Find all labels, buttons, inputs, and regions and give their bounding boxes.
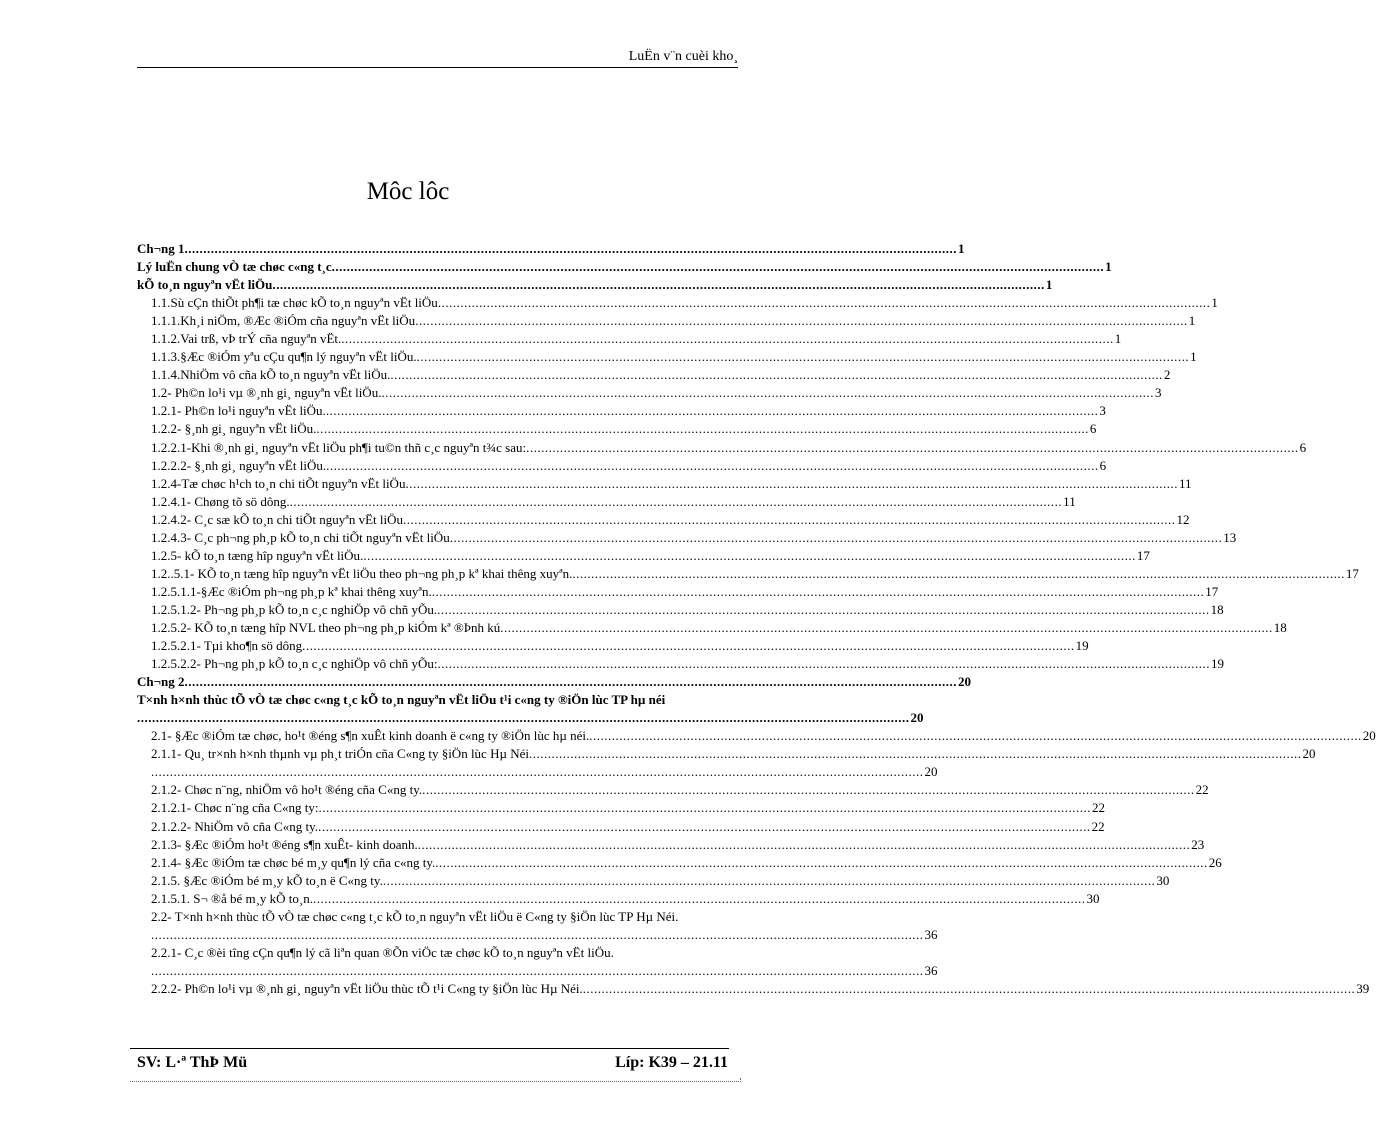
toc-entry-text: 2.1- §Æc ®iÓm tæ chøc, ho¹t ®éng s¶n xuÊt kinh doanh ë c«ng ty ®iÖn lùc hµ néi. (151, 728, 590, 744)
toc-entry-page: 17 (1345, 565, 1359, 581)
toc-leader-dots (438, 294, 1211, 312)
toc-entry-text: 2.1.2.1- Chøc n¨ng cña C«ng ty: (151, 800, 319, 816)
toc-leader-dots (151, 962, 924, 980)
toc-entry-page: 22 (1195, 782, 1209, 798)
toc-entry-page: 17 (1205, 583, 1219, 599)
toc-entry[interactable] (137, 402, 1106, 420)
toc-entry-page: 12 (1176, 511, 1190, 527)
toc-leader-dots (417, 348, 1190, 366)
toc-entry[interactable] (137, 836, 1205, 854)
toc-leader-dots (450, 529, 1223, 547)
toc-entry-page: 26 (1208, 854, 1222, 870)
toc-entry-page: 20 (924, 764, 938, 780)
toc-leader-dots (583, 980, 1356, 998)
toc-entry-text: 2.2.1- C¸c ®èi tîng cÇn qu¶n lý cã liªn quan ®Õn viÖc tæ chøc kÕ to¸n nguyªn vËt liÖu. (151, 944, 614, 960)
toc-leader-dots (437, 655, 1210, 673)
toc-leader-dots (415, 312, 1188, 330)
toc-entry[interactable] (137, 691, 924, 727)
header-title: LuËn v¨n cuèi kho¸ (628, 49, 738, 64)
toc-entry-text: 1.2.5.2.2- Ph¬ng ph¸p kÕ to¸n c¸c nghiÖp vô chñ yÕu: (151, 656, 438, 672)
toc-entry[interactable] (137, 745, 1316, 763)
toc-entry-page: 1 (1045, 277, 1053, 293)
toc-leader-dots (185, 240, 958, 258)
toc-entry[interactable] (137, 673, 972, 691)
toc-leader-dots (572, 565, 1345, 583)
toc-entry-page: 1 (1114, 331, 1122, 347)
footer-class: Líp: K39 – 21.11 (615, 1054, 728, 1071)
footer-divider (130, 1048, 729, 1049)
toc-leader-dots (589, 727, 1362, 745)
toc-entry[interactable] (137, 547, 1150, 565)
toc-entry-text: 2.2- T×nh h×nh thùc tÕ vÒ tæ chøc c«ng t¸c kÕ to¸n nguyªn vËt liÖu ë C«ng ty §iÖn lùc TP Hµ Néi. (151, 908, 679, 924)
toc-entry[interactable] (137, 872, 1170, 890)
page-border (130, 1078, 741, 1082)
toc-entry[interactable] (137, 529, 1237, 547)
toc-entry-page: 20 (910, 710, 924, 726)
toc-entry[interactable] (137, 348, 1197, 366)
toc-leader-dots (422, 781, 1195, 799)
toc-entry[interactable] (137, 637, 1089, 655)
toc-entry-page: 2 (1163, 367, 1171, 383)
toc-leader-dots (390, 366, 1163, 384)
toc-leader-dots (341, 330, 1114, 348)
toc-entry-text: 1.2.5.1.2- Ph¬ng ph¸p kÕ to¸n c¸c nghiÖp vô chñ yÕu. (151, 601, 438, 617)
toc-entry-text: Lý luËn chung vÒ tæ chøc c«ng t¸c (137, 259, 332, 275)
toc-entry-page: 1 (1188, 313, 1196, 329)
toc-entry-text: Ch¬ng 1 (137, 241, 185, 256)
toc-entry[interactable] (137, 312, 1196, 330)
toc-entry-page: 1 (1211, 295, 1218, 311)
toc-entry[interactable] (137, 601, 1224, 619)
toc-leader-dots (437, 601, 1210, 619)
toc-entry[interactable] (137, 890, 1100, 908)
toc-entry-page: 18 (1210, 601, 1224, 617)
toc-entry-page: 20 (1362, 728, 1376, 744)
toc-entry-page: 1 (1190, 349, 1197, 365)
toc-entry-page: 19 (1075, 638, 1089, 654)
toc-entry[interactable] (137, 727, 1376, 745)
toc-entry[interactable] (137, 366, 1171, 384)
toc-entry[interactable] (137, 457, 1107, 475)
toc-entry[interactable] (137, 818, 1105, 836)
toc-leader-dots (151, 763, 924, 781)
toc-leader-dots (318, 818, 1091, 836)
toc-entry-page: 20 (958, 674, 972, 690)
toc-entry-text: 1.2.1- Ph©n lo¹i nguyªn vËt liÖu. (151, 403, 326, 419)
toc-entry-page: 22 (1092, 800, 1106, 816)
toc-entry-text: 1.2..5.1- KÕ to¸n tæng hîp nguyªn vËt liÖu theo ph¬ng ph¸p kª khai thêng xuyªn. (151, 565, 573, 581)
toc-entry[interactable] (137, 493, 1076, 511)
toc-leader-dots (316, 420, 1089, 438)
toc-entry[interactable] (137, 944, 938, 980)
toc-leader-dots (381, 384, 1154, 402)
toc-entry-text: 2.2.2- Ph©n lo¹i vµ ®¸nh gi¸ nguyªn vËt liÖu thùc tÕ t¹i C«ng ty §iÖn lùc Hµ Néi. (151, 980, 583, 996)
toc-entry-text: 1.2.2.1-Khi ®¸nh gi¸ nguyªn vËt liÖu ph¶i tu©n thñ c¸c nguyªn t¾c sau: (151, 439, 527, 455)
toc-entry-page: 17 (1136, 547, 1150, 563)
footer-student: SV: L·ª ThÞ Mü (137, 1054, 248, 1071)
toc-entry[interactable] (137, 781, 1209, 799)
toc-entry-text: 2.1.4- §Æc ®iÓm tæ chøc bé m¸y qu¶n lý cña c«ng ty. (151, 854, 436, 870)
toc-entry-text: T×nh h×nh thùc tÕ vÒ tæ chøc c«ng t¸c kÕ to¸n nguyªn vËt liÖu t¹i c«ng ty ®iÖn lùc TP hµ néi (137, 692, 666, 708)
toc-entry-text: 1.2.4-Tæ chøc h¹ch to¸n chi tiÕt nguyªn vËt liÖu (151, 475, 406, 491)
toc-entry-text: 1.2.4.3- C¸c ph¬ng ph¸p kÕ to¸n chi tiÕt nguyªn vËt liÖu (151, 529, 450, 545)
toc-entry-text: 2.1.1- Qu¸ tr×nh h×nh thµnh vµ ph¸t triÓn cña C«ng ty §iÖn lùc Hµ Néi (151, 746, 529, 762)
toc-leader-dots (383, 872, 1156, 890)
toc-entry-text: 1.2- Ph©n lo¹i vµ ®¸nh gi¸ nguyªn vËt liÖu. (151, 385, 382, 401)
toc-entry-page: 18 (1273, 619, 1287, 635)
toc-entry-text: 2.1.3- §Æc ®iÓm ho¹t ®éng s¶n xuÊt- kinh doanh. (151, 836, 418, 852)
toc-leader-dots (332, 258, 1105, 276)
toc-entry[interactable] (137, 854, 1222, 872)
toc-entry-text: 1.1.2.Vai trß, vÞ trÝ cña nguyªn vËt. (151, 331, 342, 347)
toc-leader-dots (526, 439, 1299, 457)
toc-entry[interactable] (137, 420, 1097, 438)
toc-entry-text: 1.2.4.1- Chøng tõ sö dông. (151, 493, 290, 509)
toc-leader-dots (418, 836, 1191, 854)
toc-entry[interactable] (137, 619, 1287, 637)
toc-entry-page: 23 (1191, 836, 1205, 852)
toc-entry-page: 22 (1091, 818, 1105, 834)
toc-entry[interactable] (137, 330, 1122, 348)
toc-entry-page: 19 (1210, 656, 1224, 672)
toc-leader-dots (326, 457, 1099, 475)
toc-entry-text: 1.2.2.2- §¸nh gi¸ nguyªn vËt liÖu. (151, 457, 327, 473)
toc-entry-text: 2.1.2- Chøc n¨ng, nhiÖm vô ho¹t ®éng cña C«ng ty. (151, 782, 423, 798)
toc-entry-text: 1.1.1.Kh¸i niÖm, ®Æc ®iÓm cña nguyªn vËt liÖu (151, 313, 416, 329)
toc-leader-dots (185, 673, 958, 691)
toc-entry-page: 1 (1105, 259, 1112, 275)
toc-entry[interactable] (137, 276, 1053, 294)
toc-entry-page: 3 (1154, 385, 1162, 401)
toc-entry[interactable] (137, 439, 1307, 457)
toc-entry-text: 1.2.5.2.1- Tµi kho¶n sö dông (151, 638, 303, 654)
page-title: Môc lôc (366, 178, 450, 205)
toc-entry[interactable] (137, 511, 1190, 529)
toc-entry-page: 6 (1089, 421, 1097, 437)
toc-entry[interactable] (137, 763, 938, 781)
toc-entry-text: 1.1.4.NhiÖm vô cña kÕ to¸n nguyªn vËt liÖu. (151, 367, 391, 383)
toc-entry-text: 2.1.2.2- NhiÖm vô cña C«ng ty. (151, 818, 319, 834)
toc-entry-text: 1.2.5.2- KÕ to¸n tæng hîp NVL theo ph¬ng ph¸p kiÓm kª ®Þnh kú (151, 619, 501, 635)
toc-entry[interactable] (137, 258, 1112, 276)
toc-leader-dots (529, 745, 1302, 763)
toc-leader-dots (403, 511, 1176, 529)
toc-entry-text: 1.2.5.1.1-§Æc ®iÓm ph¬ng ph¸p kª khai thêng xuyªn. (151, 583, 432, 599)
toc-entry-page: 30 (1156, 872, 1170, 888)
toc-entry-page: 11 (1178, 475, 1192, 491)
toc-entry[interactable] (137, 475, 1192, 493)
toc-entry-page: 6 (1099, 457, 1107, 473)
toc-entry-page: 3 (1099, 403, 1106, 419)
toc-entry-page: 11 (1063, 493, 1076, 509)
toc-leader-dots (363, 547, 1136, 565)
toc-entry-page: 20 (1302, 746, 1316, 762)
toc-leader-dots (313, 890, 1086, 908)
toc-entry-text: 1.2.2- §¸nh gi¸ nguyªn vËt liÖu. (151, 421, 317, 437)
table-of-contents (137, 240, 1376, 998)
toc-leader-dots (272, 276, 1045, 294)
toc-entry[interactable] (137, 384, 1162, 402)
toc-entry[interactable] (137, 565, 1359, 583)
toc-entry[interactable] (137, 799, 1106, 817)
toc-leader-dots (500, 619, 1273, 637)
toc-leader-dots (319, 799, 1092, 817)
header-divider (137, 67, 738, 68)
toc-leader-dots (432, 583, 1205, 601)
toc-entry-page: 6 (1299, 439, 1307, 455)
toc-entry-text: 1.1.Sù cÇn thiÕt ph¶i tæ chøc kÕ to¸n nguyªn vËt liÖu (151, 295, 438, 311)
toc-entry[interactable] (137, 908, 938, 944)
toc-entry[interactable] (137, 583, 1219, 601)
toc-entry[interactable] (137, 980, 1370, 998)
toc-leader-dots (290, 493, 1063, 511)
toc-entry-text: Ch¬ng 2 (137, 674, 185, 690)
toc-entry[interactable] (137, 655, 1224, 673)
toc-leader-dots (137, 709, 910, 727)
toc-entry-text: 1.2.5- kÕ to¸n tæng hîp nguyªn vËt liÖu. (151, 547, 364, 563)
toc-entry-text: 1.2.4.2- C¸c sæ kÕ to¸n chi tiÕt nguyªn vËt liÖu (151, 511, 404, 527)
toc-entry-page: 1 (958, 241, 965, 256)
toc-entry[interactable] (137, 294, 1218, 312)
toc-leader-dots (302, 637, 1075, 655)
toc-leader-dots (151, 926, 924, 944)
toc-leader-dots (326, 402, 1099, 420)
toc-leader-dots (405, 475, 1178, 493)
toc-entry[interactable] (137, 240, 965, 258)
toc-entry-text: kÕ to¸n nguyªn vËt liÖu (137, 277, 273, 293)
toc-entry-text: 1.1.3.§Æc ®iÓm yªu cÇu qu¶n lý nguyªn vËt liÖu. (151, 349, 417, 365)
toc-entry-page: 39 (1356, 980, 1370, 996)
toc-entry-page: 13 (1223, 529, 1237, 545)
toc-entry-page: 30 (1086, 890, 1100, 906)
toc-leader-dots (435, 854, 1208, 872)
toc-entry-page: 36 (924, 926, 938, 942)
toc-entry-text: 2.1.5. §Æc ®iÓm bé m¸y kÕ to¸n ë C«ng ty. (151, 872, 383, 888)
toc-entry-text: 2.1.5.1. S¬ ®å bé m¸y kÕ to¸n. (151, 890, 313, 906)
toc-entry-page: 36 (924, 962, 938, 978)
